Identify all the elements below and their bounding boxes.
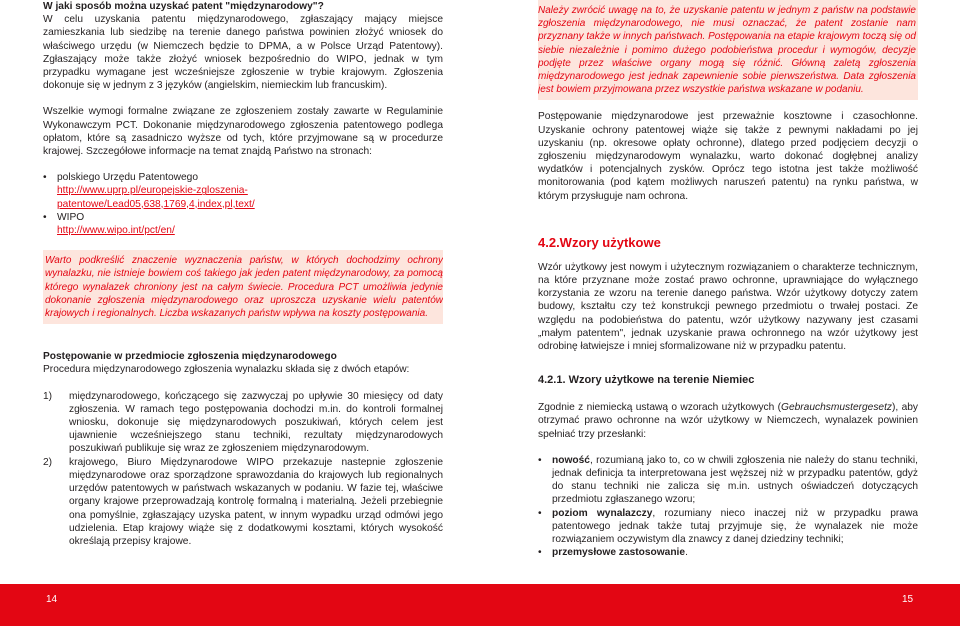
fees-paragraph: Wszelkie wymogi formalne związane ze zgłoszeniem zostały zawarte w Regulaminie Wykonawczym PCT. Dokonanie międzynarodowego zgłoszenia patentowego podlega opłatom, które są zasadniczo wyższe od tych, które przyjmowane są w procedurze krajowej. Szczegółowe informacje na temat znajdą Państwo na stronach: (43, 106, 443, 158)
cost-paragraph: Postępowanie międzynarodowe jest przeważnie kosztowne i czasochłonne. Uzyskanie ochrony patentowej wiąże się także z pewnymi nakładami po jej uzyskaniu (np. okresowe opłaty ochronne), dlatego przed podjęciem decyzji o zgłoszeniu międzynarodowym wynalazku, warto dokonać dogłębnej analizy wydatków i potencjalnych zysków. Oprócz tego istotna jest także możliwość monitorowania (pod kątem możliwych naruszeń patentu) na rynku państwa, w którym przysługuje nam ochrona. (538, 111, 918, 202)
list-item (43, 390, 443, 456)
uprp-link[interactable]: http://www.uprp.pl/europejskie-zgloszenia-patentowe/Lead05,638,1769,4,index,pl,text/ (57, 185, 255, 210)
step-text: międzynarodowego, kończącego się zazwyczaj po upływie 30 miesięcy od daty zgłoszenia. W ramach tego postępowania dochodzi m.in. do kontroli formalnej wniosku, dokonuje się międzynarodowych poszukiwań, których celem jest ujawnienie wcześniejszego stanu techniki, rezultaty międzynarodowych poszukiwań publikuje się wraz ze zgłoszeniem międzynarodowym. (69, 390, 443, 455)
link-label: WIPO (57, 211, 85, 223)
condition-term: poziom wynalazczy (552, 507, 653, 519)
procedure-intro: Procedura międzynarodowego zgłoszenia wynalazku składa się z dwóch etapów: (43, 364, 410, 376)
condition-term: przemysłowe zastosowanie (552, 547, 686, 559)
procedure-steps (43, 390, 443, 548)
procedure-heading: Postępowanie w przedmiocie zgłoszenia międzynarodowego (43, 351, 337, 363)
callout-box: Warto podkreślić znaczenie wyznaczenia państw, w których dochodzimy ochrony wynalazku, nie istnieje bowiem coś takiego jak jeden patent międzynarodowy, za pomocą którego wynalazek chroniony jest na całym świecie. Procedura PCT umożliwia jedynie dokonanie zgłoszenia międzynarodowego oraz uproszcza uzyskanie wielu patentów krajowych i regionalnych. Liczba wskazanych państw wpływa na koszty postępowania. (43, 250, 443, 324)
links-list (43, 171, 443, 237)
utility-model-paragraph: Wzór użytkowy jest nowym i użytecznym rozwiązaniem o charakterze technicznym, na które przyznane może zostać prawo ochronne, uprawniające do wyłącznego korzystania ze wzoru na terenie danego państwa. Wzór użytkowy dotyczy zatem budowy, kształtu czy też konstrukcji pewnego przedmiotu o trwałej postaci. Ze względu na podobieństwa do patentu, wzór użytkowy nazywany jest czasami „małym patentem", jednak uzyskanie prawa ochronnego na wzór użytkowy jest odrobinę łatwiejsze i mniej sformalizowane niż w przypadku patentu. (538, 261, 918, 353)
step-number: 2) (43, 456, 53, 468)
link-label: polskiego Urzędu Patentowego (57, 172, 199, 184)
subsection-heading: 4.2.1. Wzory użytkowe na terenie Niemiec (538, 374, 755, 387)
wipo-link[interactable]: http://www.wipo.int/pct/en/ (57, 225, 175, 237)
list-item: • nowość, rozumianą jako to, co w chwili zgłoszenia nie należy do stanu techniki, jednak definicja ta interpretowana jest węższej niż w przypadku patentów, gdyż do stanu techniki nie zalicza się m.in. ustnych oświadczeń dotyczących przedmiotu zgłaszanego wzoru; (538, 454, 918, 507)
conditions-list (538, 454, 918, 560)
list-item (43, 171, 443, 211)
left-page (43, 0, 443, 584)
intro-paragraph: W celu uzyskania patentu międzynarodowego, zgłaszający mający miejsce zamieszkania lub siedzibę na terenie danego państwa powinien złożyć wniosek do właściwego urzędu (w Niemczech będzie to DPMA, a w Polsce Urząd Patentowy). Zgłaszający może także złożyć wniosek bezpośrednio do WIPO, jednak w tym przypadku wymagane jest wcześniejsze zgłoszenie w trybie krajowym. Zgłoszenia dokonuje się w jednym z 3 języków (angielskim, niemieckim lub francuskim). (43, 14, 443, 92)
page-number-right: 15 (902, 594, 914, 605)
page-number-left: 14 (46, 594, 58, 605)
step-text: krajowego, Biuro Międzynarodowe WIPO przekazuje nastepnie zgłoszenie międzynarodowe oraz sporządzone sprawozdania do krajowych lub regionalnych urzędów patentowych w państwach wskazanych w podaniu. W fazie tej, właściwe organy krajowe przeprowadzają kontrolę formalną i materialną. Jeżeli przebiegnie ona pomyślnie, zgłaszający uzyska patent, w innym wypadku urząd odmówi jego udzielenia. Etap krajowy wiąże się z dodatkowymi kosztami, których wysokość określają przepisy krajowe. (69, 456, 443, 547)
list-item (43, 456, 443, 548)
page-heading: W jaki sposób można uzyskać patent "międzynarodowy"? (43, 1, 324, 12)
list-item (43, 211, 443, 237)
step-number: 1) (43, 390, 53, 402)
right-page (538, 0, 918, 584)
section-heading: 4.2.Wzory użytkowe (538, 234, 661, 250)
list-item: • przemysłowe zastosowanie. (538, 546, 918, 559)
condition-term: nowość (552, 454, 590, 466)
law-name: Gebrauchsmustergesetz (781, 402, 893, 414)
conditions-intro: Zgodnie z niemiecką ustawą o wzorach użytkowych (Gebrauchsmustergesetz), aby otrzymać prawo ochronne na wzór użytkowy w Niemczech, wynalazek powinien spełniać trzy przesłanki: (538, 402, 918, 440)
footer-bar (0, 584, 960, 626)
list-item: • poziom wynalazczy, rozumiany nieco inaczej niż w przypadku prawa patentowego jednak także tutaj przyjmuje się, że wynalazek nie może rozwiązaniem oczywistym dla znawcy z danej dziedziny techniki; (538, 507, 918, 547)
callout-box: Należy zwrócić uwagę na to, że uzyskanie patentu w jednym z państw na podstawie zgłoszenia międzynarodowego, nie musi oznaczać, że patent zostanie nam przyznany także w innych państwach. Postępowania na etapie krajowym toczą się od siebie niezależnie i pomimo dużego podobieństwa procedur i wymogów, decyzje podjęte przez właściwe organy mogą się różnić. Główną zaletą zgłoszenia międzynarodowego jest jednak zapewnienie sobie pierwszeństwa. Data zgłoszenia jest bowiem przyjmowana przez wszystkie państwa wskazane w podaniu. (538, 0, 918, 100)
